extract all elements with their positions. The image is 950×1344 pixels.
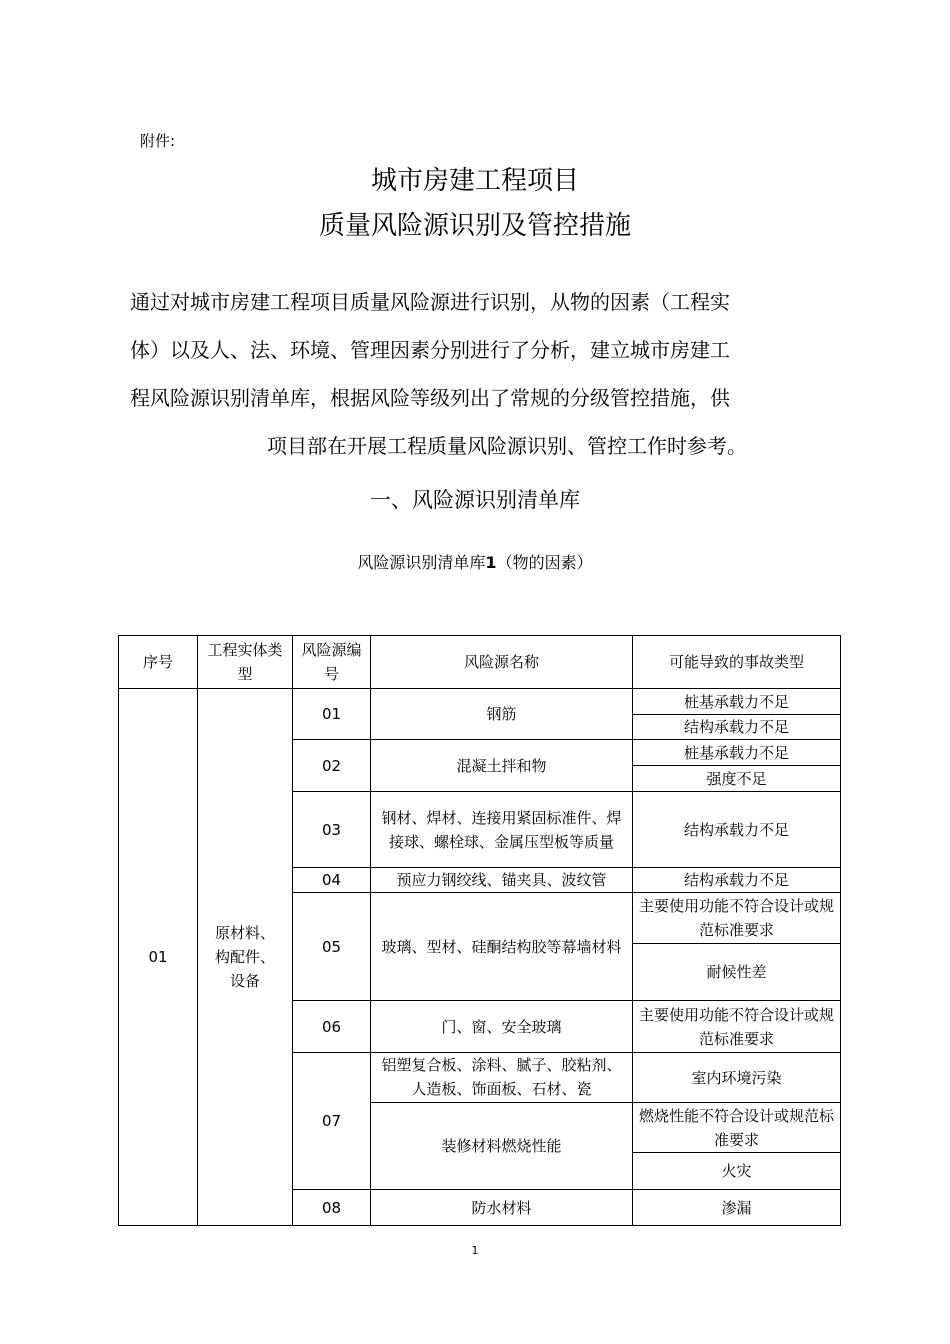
intro-line: 项目部在开展工程质量风险源识别、管控工作时参考。 [267,434,747,458]
risk-name-cell: 钢筋 [371,689,633,740]
risk-code-cell: 02 [293,740,371,792]
risk-name-cell: 门、窗、安全玻璃 [371,1001,633,1053]
section-heading: 一、风险源识别清单库 [370,488,580,512]
risk-name-cell: 钢材、焊材、连接用紧固标准件、焊接球、螺栓球、金属压型板等质量 [371,792,633,868]
intro-line: 通过对城市房建工程项目质量风险源进行识别，从物的因素（工程实 [130,290,730,314]
table-row [119,689,841,715]
risk-name-cell: 玻璃、型材、硅酮结构胶等幕墙材料 [371,893,633,1001]
table-caption-text: 风险源识别清单库 [357,553,486,572]
header-risk-code: 风险源编号 [293,636,371,689]
risk-name-cell: 装修材料燃烧性能 [371,1103,633,1190]
accident-cell: 桩基承载力不足 [633,689,841,715]
intro-paragraph [130,278,810,470]
header-seq: 序号 [119,636,198,689]
table-caption [0,550,950,573]
accident-cell: 主要使用功能不符合设计或规范标准要求 [633,893,841,944]
accident-cell: 渗漏 [633,1190,841,1226]
table-header-row [119,636,841,689]
risk-name-cell: 防水材料 [371,1190,633,1226]
accident-cell: 结构承载力不足 [633,792,841,868]
entity-type-cell: 原材料、构配件、设备 [198,689,293,1226]
accident-cell: 耐候性差 [633,944,841,1001]
risk-code-cell: 06 [293,1001,371,1053]
intro-line: 体）以及人、法、环境、管理因素分别进行了分析，建立城市房建工 [130,338,730,362]
accident-cell: 室内环境污染 [633,1053,841,1103]
seq-cell: 01 [119,689,198,1226]
accident-cell: 主要使用功能不符合设计或规范标准要求 [633,1001,841,1053]
risk-code-cell: 05 [293,893,371,1001]
intro-line: 程风险源识别清单库，根据风险等级列出了常规的分级管控措施，供 [130,386,730,410]
attachment-label: 附件: [140,132,176,150]
accident-cell: 结构承载力不足 [633,868,841,893]
risk-name-cell: 预应力钢绞线、锚夹具、波纹管 [371,868,633,893]
header-entity-type: 工程实体类型 [198,636,293,689]
accident-cell: 结构承载力不足 [633,715,841,740]
risk-code-cell: 07 [293,1053,371,1190]
accident-cell: 火灾 [633,1153,841,1190]
risk-code-cell: 04 [293,868,371,893]
document-title-line1: 城市房建工程项目 [370,166,579,196]
risk-code-cell: 01 [293,689,371,740]
accident-cell: 强度不足 [633,766,841,792]
risk-source-table [118,635,841,1226]
risk-name-cell: 混凝土拌和物 [371,740,633,792]
accident-cell: 桩基承载力不足 [633,740,841,766]
accident-cell: 燃烧性能不符合设计或规范标准要求 [633,1103,841,1153]
document-title-line2: 质量风险源识别及管控措施 [318,211,631,241]
table-caption-number: 1 [485,553,497,572]
header-risk-name: 风险源名称 [371,636,633,689]
header-accident-type: 可能导致的事故类型 [633,636,841,689]
risk-code-cell: 03 [293,792,371,868]
page-number: 1 [471,1244,479,1257]
risk-name-cell: 铝塑复合板、涂料、腻子、胶粘剂、人造板、饰面板、石材、瓷 [371,1053,633,1103]
table-caption-suffix: （物的因素） [496,553,593,572]
risk-code-cell: 08 [293,1190,371,1226]
